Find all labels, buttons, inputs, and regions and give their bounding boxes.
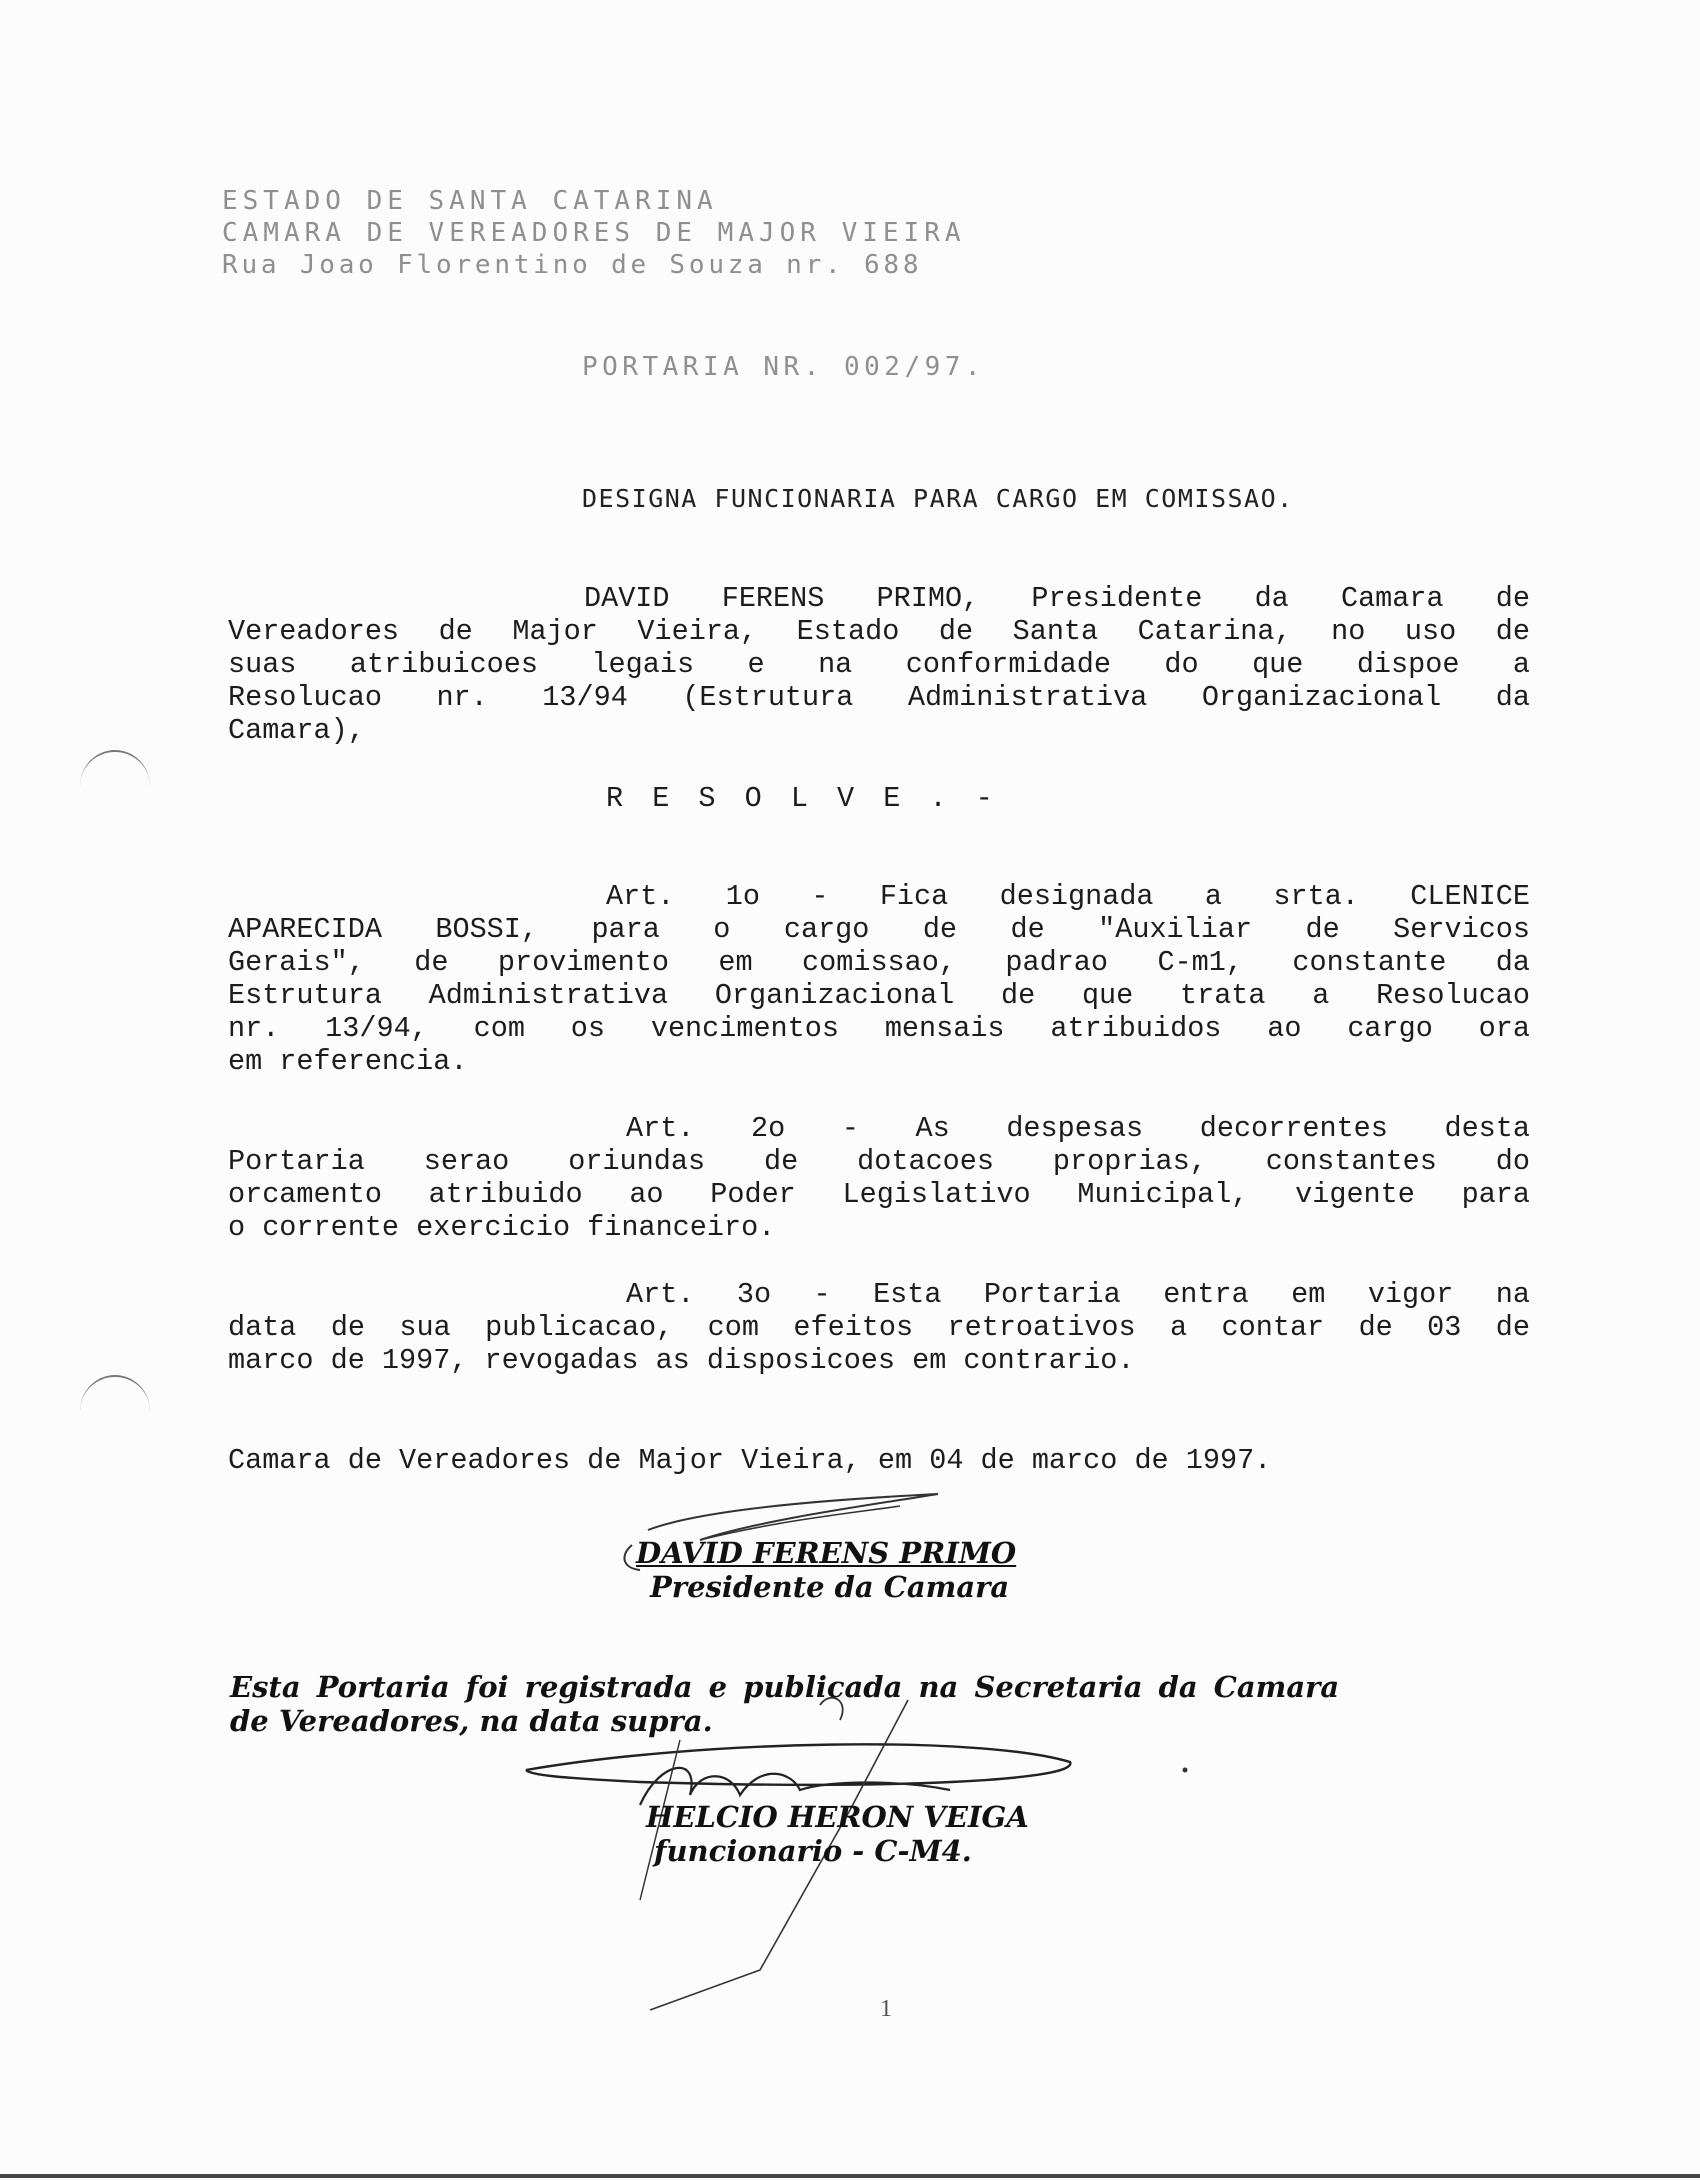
art1-line: Gerais", de provimento em comissao, padrao C-m1, constante da: [228, 946, 1530, 979]
art2-line: orcamento atribuido ao Poder Legislativo Municipal, vigente para: [228, 1178, 1530, 1211]
punch-hole-mark: [80, 750, 150, 822]
art3-paragraph: [228, 1311, 1530, 1377]
art1-line: Estrutura Administrativa Organizacional de que trata a Resolucao: [228, 979, 1530, 1012]
art3-line: marco de 1997, revogadas as disposicoes em contrario.: [228, 1344, 1135, 1377]
art2-line: Portaria serao oriundas de dotacoes proprias, constantes do: [228, 1145, 1530, 1178]
art1-line: em referencia.: [228, 1045, 468, 1078]
signatory2-title: funcionario - C-M4.: [654, 1834, 972, 1868]
registration-line-2: de Vereadores, na data supra.: [230, 1704, 713, 1738]
signatory2-name: HELCIO HERON VEIGA: [646, 1800, 1029, 1834]
signatory1-name: DAVID FERENS PRIMO: [636, 1536, 1017, 1570]
resolve-heading: R E S O L V E . -: [606, 782, 999, 815]
art2-first-line: [626, 1112, 1530, 1145]
art3-first-text: Art. 3o - Esta Portaria entra em vigor na: [626, 1278, 1530, 1311]
preamble-line: Camara),: [228, 714, 365, 747]
place-date: Camara de Vereadores de Major Vieira, em 04 de marco de 1997.: [228, 1444, 1272, 1477]
header-state: ESTADO DE SANTA CATARINA: [222, 186, 718, 216]
page-number: 1: [880, 1996, 892, 2022]
art1-paragraph: [228, 913, 1530, 1078]
header-chamber: CAMARA DE VEREADORES DE MAJOR VIEIRA: [222, 218, 966, 248]
art1-first-line: [606, 880, 1530, 913]
art2-first-text: Art. 2o - As despesas decorrentes desta: [626, 1112, 1530, 1145]
art3-line: data de sua publicacao, com efeitos retroativos a contar de 03 de: [228, 1311, 1530, 1344]
preamble-first-text: DAVID FERENS PRIMO, Presidente da Camara de: [584, 582, 1530, 615]
art2-line: o corrente exercicio financeiro.: [228, 1211, 776, 1244]
preamble-line: Resolucao nr. 13/94 (Estrutura Administrativa Organizacional da: [228, 681, 1530, 714]
preamble-first-line: [584, 582, 1530, 615]
art1-line: nr. 13/94, com os vencimentos mensais atribuidos ao cargo ora: [228, 1012, 1530, 1045]
scan-edge-line: [0, 2174, 1700, 2178]
preamble-line: Vereadores de Major Vieira, Estado de Santa Catarina, no uso de: [228, 615, 1530, 648]
subject-line: DESIGNA FUNCIONARIA PARA CARGO EM COMISSAO.: [582, 484, 1294, 513]
header-address: Rua Joao Florentino de Souza nr. 688: [222, 250, 923, 280]
preamble-line: suas atribuicoes legais e na conformidade do que dispoe a: [228, 648, 1530, 681]
portaria-number: PORTARIA NR. 002/97.: [582, 352, 986, 382]
registration-line-1: Esta Portaria foi registrada e publicada na Secretaria da Camara: [230, 1670, 1340, 1704]
art2-paragraph: [228, 1145, 1530, 1244]
signatory1-title: Presidente da Camara: [650, 1570, 1010, 1604]
art1-first-text: Art. 1o - Fica designada a srta. CLENICE: [606, 880, 1530, 913]
punch-hole-mark: [80, 1375, 150, 1447]
art1-line: APARECIDA BOSSI, para o cargo de de "Auxiliar de Servicos: [228, 913, 1530, 946]
preamble-paragraph: [228, 615, 1530, 747]
art3-first-line: [626, 1278, 1530, 1311]
